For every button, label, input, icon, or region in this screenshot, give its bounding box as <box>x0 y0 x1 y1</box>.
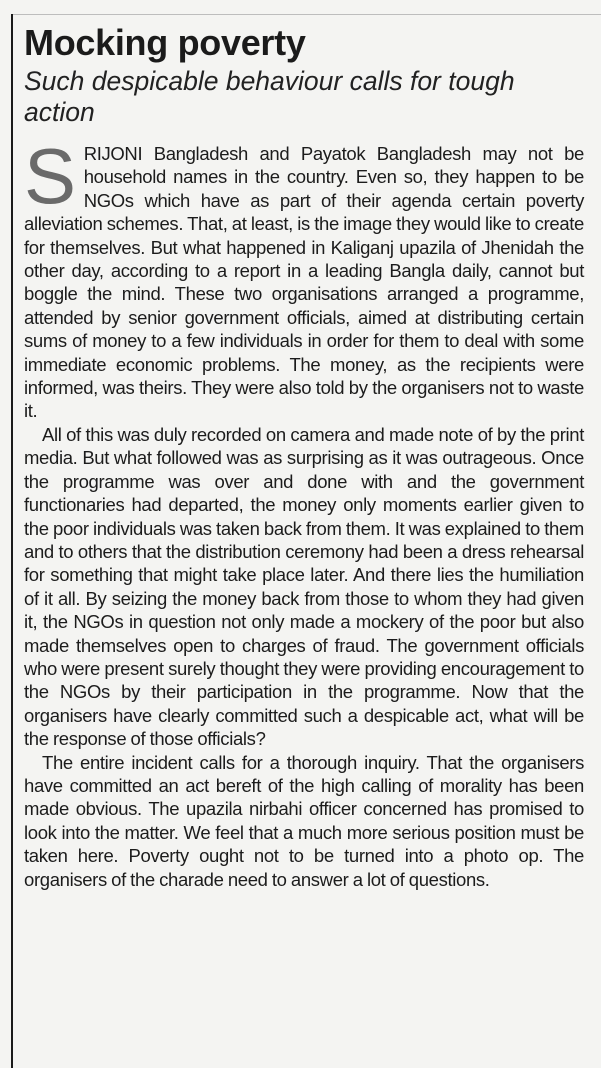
headline: Mocking poverty <box>24 22 306 63</box>
drop-cap: S <box>24 132 76 220</box>
article-body <box>24 132 584 891</box>
paragraph-3: The entire incident calls for a thorough inquiry. That the organisers have committed an act bereft of the high calling of morality has been made obvious. The upazila nirbahi officer concerned has promised to look into the matter. We feel that a much more serious position must be taken here. Poverty ought not to be turned into a photo op. The organisers of the charade need to answer a lot of questions. <box>24 751 584 890</box>
left-column-rule <box>11 14 13 1068</box>
subheadline: Such despicable behaviour calls for tough action <box>24 66 515 127</box>
paragraph-1 <box>24 132 584 423</box>
top-border-rule <box>12 14 601 15</box>
paragraph-2: All of this was duly recorded on camera and made note of by the print media. But what followed was as surprising as it was outrageous. Once the programme was over and done with and the government functionaries had departed, the money only moments earlier given to the poor individuals was taken back from them. It was explained to them and to others that the distribution ceremony had been a dress rehearsal for something that might take place later. And there lies the humiliation of it all. By seizing the money back from those to whom they had given it, the NGOs in question not only made a mockery of the poor but also made themselves open to charges of fraud. The government officials who were present surely thought they were providing encouragement to the NGOs by their participation in the programme. Now that the organisers have clearly committed such a despicable act, what will be the response of those officials? <box>24 423 584 750</box>
paragraph-1-text: RIJONI Bangladesh and Payatok Bangladesh may not be household names in the country. Even so, they happen to be NGOs which have as part of their agenda certain poverty alleviation schemes. That, at least, is the image they would like to create for themselves. But what happened in Kaliganj upazila of Jhenidah the other day, according to a report in a leading Bangla daily, cannot but boggle the mind. These two organisations arranged a programme, attended by senior government officials, aimed at distributing certain sums of money to a few individuals in order for them to deal with some immediate economic problems. The money, as the recipients were informed, was theirs. They were also told by the organisers not to waste it. <box>24 143 584 422</box>
editorial-article <box>24 20 584 891</box>
